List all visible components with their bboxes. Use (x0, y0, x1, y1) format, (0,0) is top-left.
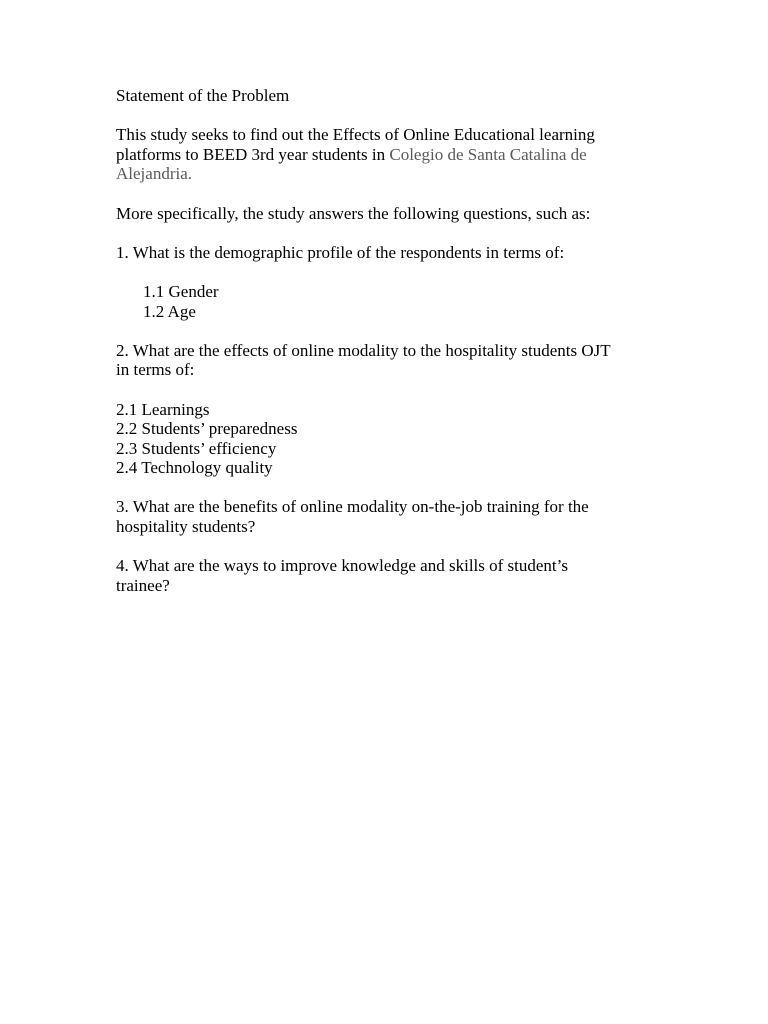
institution-name-part-1: Colegio de Santa Catalina de (389, 144, 587, 164)
title-text: Statement of the Problem (116, 86, 290, 105)
intro-line-1: This study seeks to find out the Effects of Online Educational learning (116, 125, 595, 145)
question-1 (116, 243, 656, 263)
question-3 (116, 497, 656, 536)
question-2-item: 2.4 Technology quality (116, 458, 273, 478)
intro-line-2-text: platforms to BEED 3rd year students in (116, 144, 390, 164)
question-2-items (116, 400, 656, 478)
question-1-items (116, 282, 656, 321)
question-2-line-2: in terms of: (116, 360, 195, 380)
question-2-item: 2.2 Students’ preparedness (116, 419, 298, 439)
document-page (116, 86, 656, 615)
intro-line-2 (116, 145, 656, 165)
question-2-item: 2.3 Students’ efficiency (116, 438, 277, 458)
question-2-line-1: 2. What are the effects of online modality to the hospitality students OJT (116, 340, 611, 360)
question-1-item: 1.1 Gender (143, 281, 219, 301)
lead-in-paragraph (116, 204, 656, 224)
question-2 (116, 341, 656, 380)
question-1-item: 1.2 Age (143, 301, 196, 321)
question-1-text: 1. What is the demographic profile of the respondents in terms of: (116, 242, 565, 262)
institution-name-part-2: Alejandria. (116, 164, 192, 184)
lead-in-text: More specifically, the study answers the following questions, such as: (116, 203, 591, 223)
question-4-line-1: 4. What are the ways to improve knowledge and skills of student’s (116, 556, 568, 576)
question-3-line-2: hospitality students? (116, 517, 256, 537)
document-title (116, 86, 656, 106)
question-4 (116, 556, 656, 595)
question-4-line-2: trainee? (116, 575, 170, 595)
question-3-line-1: 3. What are the benefits of online modality on-the-job training for the (116, 497, 589, 517)
intro-paragraph (116, 125, 656, 184)
question-2-item: 2.1 Learnings (116, 399, 210, 419)
